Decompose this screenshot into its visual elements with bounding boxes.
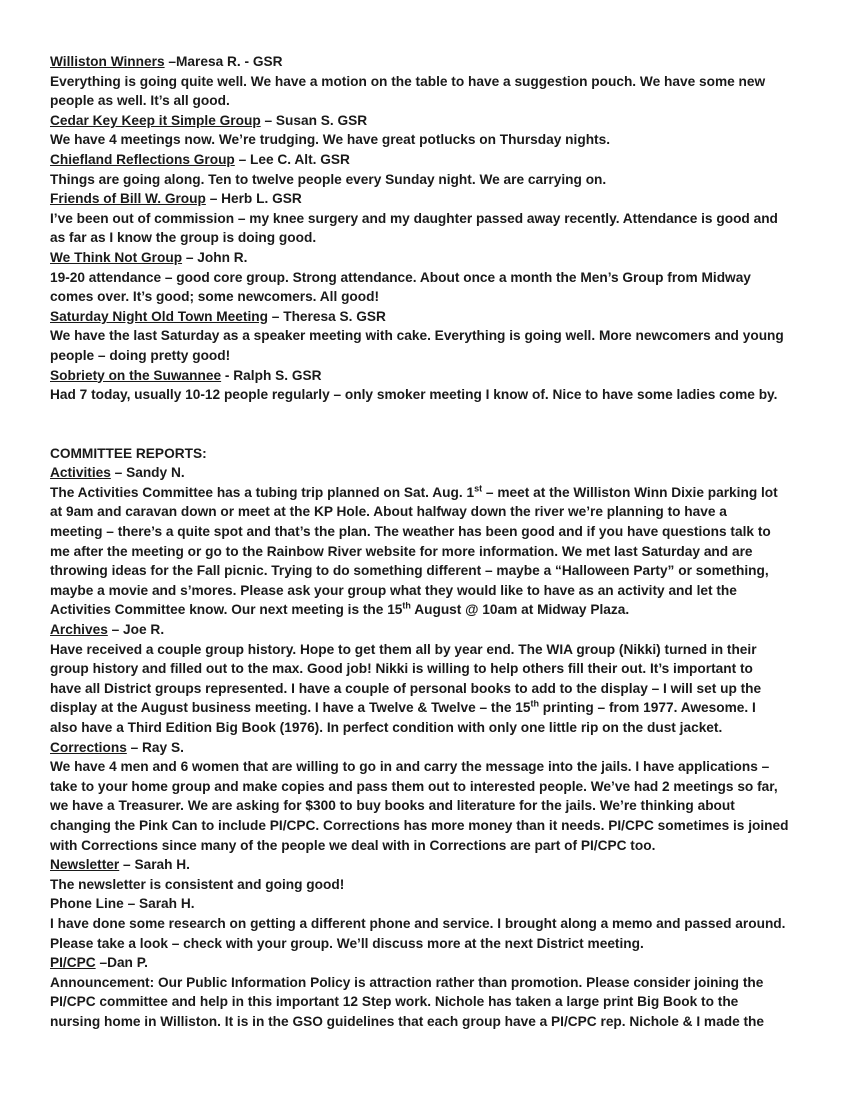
report-line: throwing ideas for the Fall picnic. Trying to do something different – maybe a “Halloween Party” or something, bbox=[50, 563, 769, 579]
group-rep: Ralph S. GSR bbox=[233, 367, 322, 383]
report-line: changing the Pink Can to include PI/CPC. Corrections has more money than it needs. PI/CPC sometimes is joined bbox=[50, 817, 789, 833]
committee-activities bbox=[50, 463, 810, 620]
group-header: Sobriety on the Suwannee - Ralph S. GSR bbox=[50, 367, 322, 383]
group-name: Chiefland Reflections Group bbox=[50, 151, 235, 167]
group-rep: Lee C. Alt. GSR bbox=[250, 151, 350, 167]
committee-name: Archives bbox=[50, 622, 108, 638]
committee-archives bbox=[50, 620, 810, 738]
report-line: meeting – there’s a quite spot and that’s the plan. The weather has been good and if you have questions talk to bbox=[50, 524, 771, 540]
report-line: PI/CPC committee and help in this important 12 Step work. Nichole has taken a large print Big Book to the bbox=[50, 994, 739, 1010]
report-line: people as well. It’s all good. bbox=[50, 93, 230, 109]
committee-header: Archives – Joe R. bbox=[50, 622, 165, 638]
committee-corrections bbox=[50, 738, 810, 856]
report-line: The Activities Committee has a tubing trip planned on Sat. Aug. 1st – meet at the Williston Winn Dixie parking lot bbox=[50, 483, 778, 500]
report-line: Things are going along. Ten to twelve people every Sunday night. We are carrying on. bbox=[50, 171, 607, 187]
group-name: Saturday Night Old Town Meeting bbox=[50, 308, 268, 324]
committee-header: Activities – Sandy N. bbox=[50, 465, 185, 481]
report-line: as far as I know the group is doing good. bbox=[50, 230, 317, 246]
report-line: Everything is going quite well. We have a motion on the table to have a suggestion pouch. We have some new bbox=[50, 73, 766, 89]
group-rep: Susan S. GSR bbox=[275, 112, 368, 128]
report-line: we have a Treasurer. We are asking for $300 to buy books and literature for the jails. We’re thinking about bbox=[50, 798, 735, 814]
report-line: Had 7 today, usually 10-12 people regularly – only smoker meeting I know of. Nice to have some ladies come by. bbox=[50, 387, 778, 403]
report-line: group history and filled out to the max. Good job! Nikki is willing to help others fill their out. It’s important to bbox=[50, 661, 753, 677]
group-header: We Think Not Group – John R. bbox=[50, 249, 248, 265]
report-line: maybe a movie and s’mores. Please ask your group what they would like to have as an activity and let the bbox=[50, 582, 737, 598]
report-line: 19-20 attendance – good core group. Strong attendance. About once a month the Men’s Group from Midway bbox=[50, 269, 751, 285]
report-line: display at the August business meeting. I have a Twelve & Twelve – the 15th printing – from 1977. Awesome. I bbox=[50, 698, 756, 716]
report-line: Announcement: Our Public Information Policy is attraction rather than promotion. Please consider joining the bbox=[50, 974, 764, 990]
committee-header: Corrections – Ray S. bbox=[50, 739, 184, 755]
group-rep: Theresa S. GSR bbox=[283, 308, 386, 324]
report-line: I have done some research on getting a different phone and service. I brought along a memo and passed around. bbox=[50, 915, 786, 931]
committee-name: Corrections bbox=[50, 739, 127, 755]
report-line: me after the meeting or go to the Rainbow River website for more information. We met last Saturday and are bbox=[50, 543, 753, 559]
committee-rep: Ray S. bbox=[142, 739, 184, 755]
report-line: at 9am and caravan down or meet at the KP Hole. About halfway down the river we’re planning to have a bbox=[50, 504, 727, 520]
committee-reports-heading: COMMITTEE REPORTS: bbox=[50, 445, 207, 461]
group-name: Sobriety on the Suwannee bbox=[50, 367, 222, 383]
report-line: with Corrections since many of the people we deal with in Corrections are part of PI/CPC too. bbox=[50, 837, 656, 853]
committee-header: Phone Line – Sarah H. bbox=[50, 896, 195, 912]
report-line: nursing home in Williston. It is in the GSO guidelines that each group have a PI/CPC rep. Nichole & I made the bbox=[50, 1013, 765, 1029]
report-line: people – doing pretty good! bbox=[50, 347, 231, 363]
group-header: Williston Winners –Maresa R. - GSR bbox=[50, 54, 283, 69]
group-rep: John R. bbox=[197, 249, 248, 265]
group-report-williston bbox=[50, 52, 810, 111]
group-report-cedar-key bbox=[50, 111, 810, 150]
report-line: take to your home group and make copies and pass them out to interested people. We’ve had 2 meetings so far, bbox=[50, 778, 778, 794]
report-line: Have received a couple group history. Hope to get them all by year end. The WIA group (Nikki) turned in their bbox=[50, 641, 757, 657]
group-rep: Maresa R. - GSR bbox=[176, 54, 283, 69]
report-line: Activities Committee know. Our next meeting is the 15th August @ 10am at Midway Plaza. bbox=[50, 600, 630, 618]
committee-name: Newsletter bbox=[50, 857, 120, 873]
report-line: comes over. It’s good; some newcomers. All good! bbox=[50, 289, 380, 305]
group-report-saturday-night bbox=[50, 307, 810, 366]
section-spacer bbox=[50, 405, 810, 444]
group-header: Saturday Night Old Town Meeting – Theresa S. GSR bbox=[50, 308, 386, 324]
committee-rep: Dan P. bbox=[107, 955, 148, 971]
group-name: Williston Winners bbox=[50, 54, 165, 69]
group-name: Friends of Bill W. Group bbox=[50, 191, 206, 207]
committee-picpc bbox=[50, 953, 810, 1031]
committee-header: Newsletter – Sarah H. bbox=[50, 857, 190, 873]
group-name: Cedar Key Keep it Simple Group bbox=[50, 112, 261, 128]
committee-rep: Joe R. bbox=[123, 622, 165, 638]
report-line: We have 4 meetings now. We’re trudging. We have great potlucks on Thursday nights. bbox=[50, 132, 611, 148]
group-report-we-think-not bbox=[50, 248, 810, 307]
committee-header: PI/CPC –Dan P. bbox=[50, 955, 148, 971]
group-header: Chiefland Reflections Group – Lee C. Alt. GSR bbox=[50, 151, 350, 167]
group-report-friends-of-bill bbox=[50, 189, 810, 248]
report-line: Please take a look – check with your group. We’ll discuss more at the next District meeting. bbox=[50, 935, 644, 951]
group-rep: Herb L. GSR bbox=[221, 191, 302, 207]
group-header: Friends of Bill W. Group – Herb L. GSR bbox=[50, 191, 302, 207]
committee-name: Activities bbox=[50, 465, 111, 481]
committee-rep: Sarah H. bbox=[134, 857, 190, 873]
committee-rep: Sandy N. bbox=[126, 465, 185, 481]
committee-phone-line bbox=[50, 894, 810, 953]
report-line: have all District groups represented. I have a couple of personal books to add to the display – I will set up the bbox=[50, 680, 762, 696]
group-header: Cedar Key Keep it Simple Group – Susan S. GSR bbox=[50, 112, 368, 128]
report-line: also have a Third Edition Big Book (1976). In perfect condition with only one little rip on the dust jacket. bbox=[50, 720, 723, 735]
report-line: I’ve been out of commission – my knee surgery and my daughter passed away recently. Attendance is good and bbox=[50, 210, 778, 226]
report-line: We have 4 men and 6 women that are willing to go in and carry the message into the jails. I have applications – bbox=[50, 759, 770, 775]
committee-name: PI/CPC bbox=[50, 955, 96, 971]
report-line: The newsletter is consistent and going good! bbox=[50, 876, 345, 892]
group-report-sobriety-suwannee bbox=[50, 366, 810, 405]
group-report-chiefland bbox=[50, 150, 810, 189]
report-line: We have the last Saturday as a speaker meeting with cake. Everything is going well. More newcomers and young bbox=[50, 328, 784, 344]
committee-newsletter bbox=[50, 855, 810, 894]
group-name: We Think Not Group bbox=[50, 249, 183, 265]
